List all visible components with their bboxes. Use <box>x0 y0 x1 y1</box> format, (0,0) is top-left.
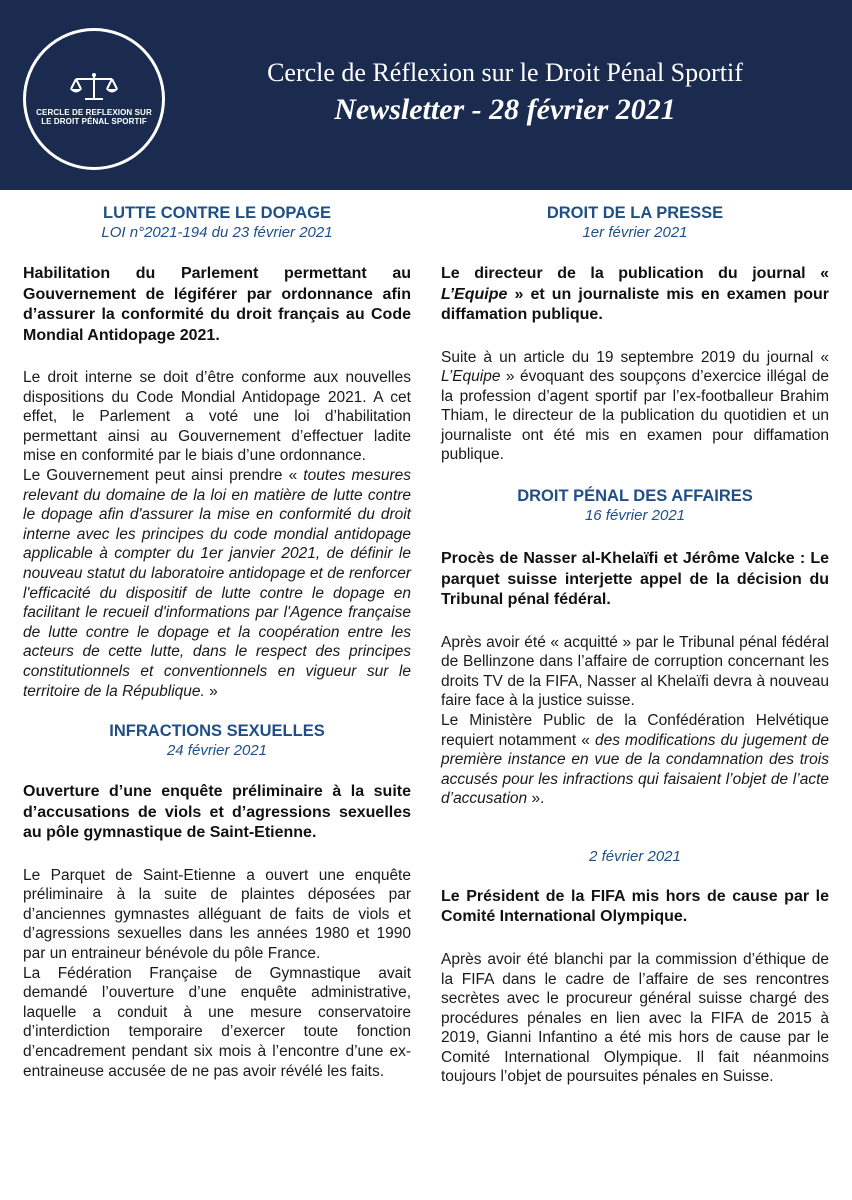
paragraph-dopage-2-tail: » <box>204 682 218 700</box>
headline-dopage: Habilitation du Parlement permettant au Gouvernement de légiférer par ordonnance afin d’assurer la conformité du droit français au Code Mondial Antidopage 2021. <box>23 265 411 344</box>
left-column <box>23 203 411 1081</box>
paragraph-affaires-2 <box>441 711 829 809</box>
paragraph-fifa-1: Après avoir été blanchi par la commission d’éthique de la FIFA dans le cadre de l’affaire de ses rencontres secrètes avec le procureur général suisse chargé des procédures pénales en lien avec la FIFA de 2015 à 2019, Gianni Infantino a été mis hors de cause par le Comité International Olympique. Il fait néanmoins toujours l’objet de poursuites pénales en Suisse. <box>441 950 829 1086</box>
paragraph-dopage-2 <box>23 466 411 701</box>
newsletter-date-subtitle: Newsletter - 28 février 2021 <box>334 93 676 126</box>
section-date-presse: 1er février 2021 <box>582 224 688 241</box>
section-date-affaires: 16 février 2021 <box>584 507 686 525</box>
headline-presse-b: » et un journaliste mis en examen pour diffamation publique. <box>441 285 829 323</box>
logo-text-line1: CERCLE DE REFLEXION SUR <box>36 108 152 117</box>
section-date-dopage: LOI n°2021-194 du 23 février 2021 <box>101 224 333 241</box>
headline-presse <box>441 264 829 326</box>
scales-of-justice-icon <box>68 72 120 102</box>
section-date-infractions: 24 février 2021 <box>166 742 268 760</box>
logo <box>23 28 165 170</box>
section-title-dopage: LUTTE CONTRE LE DOPAGE <box>103 204 331 222</box>
paragraph-affaires-2-tail: ». <box>527 790 545 808</box>
logo-text <box>36 108 152 126</box>
newsletter-title: Cercle de Réflexion sur le Droit Pénal Sportif <box>267 58 743 87</box>
paragraph-affaires-2-quote: des modifications du jugement de première instance en vue de la condamnation des trois accusés pour les infractions qui faisaient l’objet de l’acte d’accusation <box>441 731 829 808</box>
paragraph-dopage-2-lead: Le Gouvernement peut ainsi prendre « <box>23 466 304 484</box>
paragraph-infractions-1: Le Parquet de Saint-Etienne a ouvert une enquête préliminaire à la suite de plaintes déposées par d’anciennes gymnastes alléguant de faits de viols et d’agressions sexuelles dans les années 1980 et 1990 par un entraineur bénévole du pôle France. <box>23 866 411 962</box>
section-date-fifa: 2 février 2021 <box>589 847 681 865</box>
section-title-affaires: DROIT PÉNAL DES AFFAIRES <box>517 487 753 506</box>
headline-fifa: Le Président de la FIFA mis hors de cause par le Comité International Olympique. <box>441 887 829 926</box>
paragraph-dopage-1: Le droit interne se doit d’être conforme aux nouvelles dispositions du Code Mondial Antidopage 2021. A cet effet, le Parlement a voté une loi d’habilitation permettant ainsi au Gouvernement d’effectuer ladite mise en conformité par le biais d’une ordonnance. <box>23 369 411 465</box>
paragraph-presse-1 <box>441 348 829 466</box>
paragraph-affaires-1: Après avoir été « acquitté » par le Tribunal pénal fédéral de Bellinzone dans l’affaire de corruption concernant les droits TV de la FIFA, Nasser al Khelaïfi devra à nouveau faire face à la justice suisse. <box>441 633 829 710</box>
headline-presse-a: Le directeur de la publication du journal « <box>441 265 829 282</box>
headline-affaires: Procès de Nasser al-Khelaïfi et Jérôme Valcke : Le parquet suisse interjette appel de la décision du Tribunal pénal fédéral. <box>441 550 829 609</box>
right-column <box>441 203 829 1087</box>
paragraph-presse-1-a: Suite à un article du 19 septembre 2019 du journal « <box>441 348 829 366</box>
paragraph-dopage-2-quote: toutes mesures relevant du domaine de la loi en matière de lutte contre le dopage afin d'assurer la mise en conformité du droit interne avec les principes du code mondial antidopage applicable à compter du 1er janvier 2021, de définir le nouveau statut du laboratoire antidopage et de renforcer l'efficacité du dispositif de lutte contre le dopage en facilitant le recueil d'informations par l'Agence française de lutte contre le dopage et la coopération entre les acteurs de cette lutte, dans le respect des principes constitutionnels et conventionnels en vigueur sur le territoire de la République. <box>23 466 411 700</box>
headline-presse-journal: L’Equipe <box>441 285 508 303</box>
section-title-presse: DROIT DE LA PRESSE <box>546 204 724 222</box>
logo-text-line2: LE DROIT PÉNAL SPORTIF <box>41 117 147 126</box>
newsletter-header <box>0 0 852 190</box>
headline-infractions: Ouverture d’une enquête préliminaire à la suite d’accusations de viols et d’agressions sexuelles au pôle gymnastique de Saint-Etienne. <box>23 783 411 842</box>
paragraph-affaires-2-lead: Le Ministère Public de la Confédération Helvétique requiert notamment « <box>441 711 829 749</box>
paragraph-presse-1-journal: L’Equipe <box>441 368 501 386</box>
paragraph-infractions-2: La Fédération Française de Gymnastique avait demandé l’ouverture d’une enquête administrative, laquelle a conduit à une mesure conservatoire d’interdiction temporaire d’exercer toute fonction d’encadrement pendant six mois à l’encontre d’une ex-entraineuse accusée de ne pas avoir révélé les faits. <box>23 964 411 1080</box>
section-title-infractions: INFRACTIONS SEXUELLES <box>109 722 325 741</box>
paragraph-presse-1-b: » évoquant des soupçons d’exercice illégal de la profession d’agent sportif par l’ex-footballeur Brahim Thiam, le directeur de la publication du quotidien et un journaliste ont été mis en examen pour diffamation publique. <box>441 368 829 464</box>
